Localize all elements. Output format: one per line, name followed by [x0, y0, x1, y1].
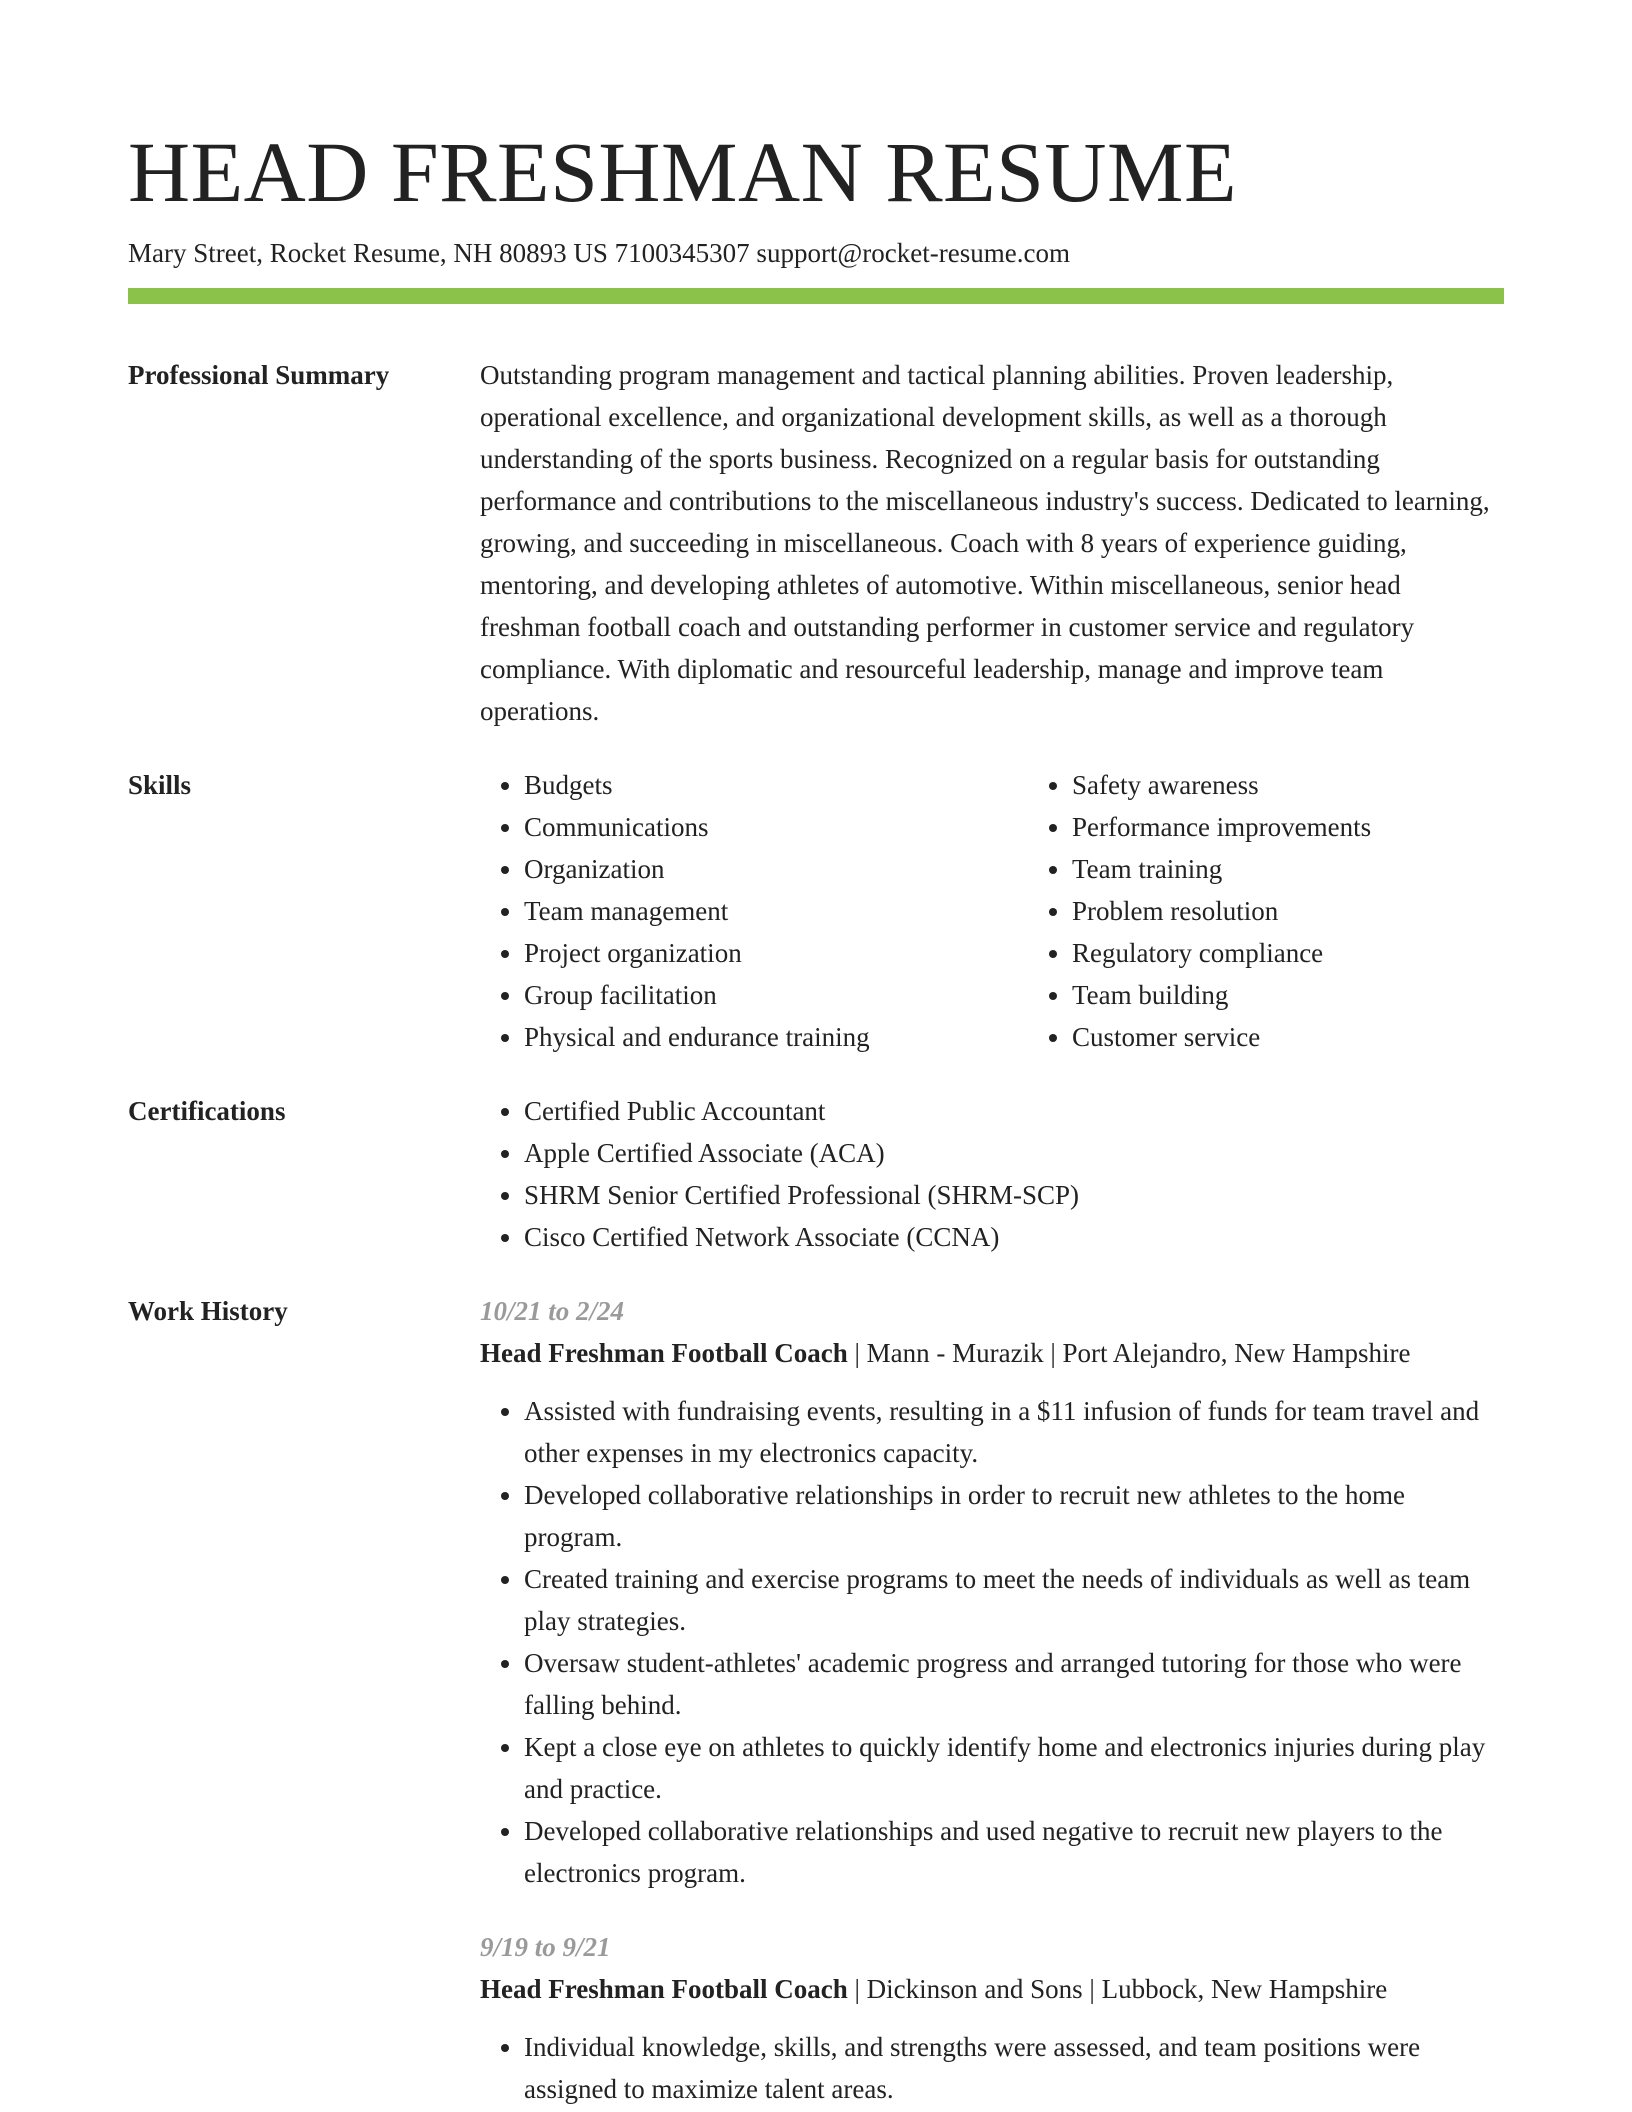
- job-details: | Dickinson and Sons | Lubbock, New Hampshire: [847, 1974, 1388, 2004]
- skill-item: • Group facilitation: [524, 974, 1028, 1016]
- skill-item: • Physical and endurance training: [524, 1016, 1028, 1058]
- skills-section: [128, 764, 1504, 1058]
- job-title: Head Freshman Football Coach: [480, 1974, 848, 2004]
- resume-page: [128, 0, 1504, 2110]
- skill-item: • Team management: [524, 890, 1028, 932]
- job-details: | Mann - Murazik | Port Alejandro, New Hampshire: [847, 1338, 1411, 1368]
- skill-item: • Project organization: [524, 932, 1028, 974]
- job-bullet: • Developed collaborative relationships and used negative to recruit new players to the electronics program.: [524, 1810, 1504, 1894]
- job-entry: [480, 1290, 1504, 1894]
- job-heading: [480, 1332, 1504, 1374]
- certifications-list: [480, 1090, 1504, 1258]
- skill-item: • Safety awareness: [1072, 764, 1576, 806]
- job-bullet: • Individual knowledge, skills, and strengths were assessed, and team positions were assigned to maximize talent areas.: [524, 2026, 1504, 2110]
- skill-item: • Performance improvements: [1072, 806, 1576, 848]
- job-heading: [480, 1968, 1504, 2010]
- skill-item: • Regulatory compliance: [1072, 932, 1576, 974]
- professional-summary-section: [128, 354, 1504, 732]
- section-label: Work History: [128, 1296, 288, 1326]
- skill-item: • Customer service: [1072, 1016, 1576, 1058]
- skill-item: • Team building: [1072, 974, 1576, 1016]
- job-dates: 9/19 to 9/21: [480, 1932, 611, 1962]
- certifications-body: [480, 1090, 1504, 1258]
- work-history-section: [128, 1290, 1504, 2110]
- certification-item: • Apple Certified Associate (ACA): [524, 1132, 1504, 1174]
- work-history-body: [480, 1290, 1504, 2110]
- section-label: Certifications: [128, 1096, 286, 1126]
- skills-list-left: [480, 764, 1028, 1058]
- job-bullet: • Assisted with fundraising events, resulting in a $11 infusion of funds for team travel and other expenses in my electronics capacity.: [524, 1390, 1504, 1474]
- accent-divider: [128, 288, 1504, 304]
- certification-item: • Certified Public Accountant: [524, 1090, 1504, 1132]
- skill-item: • Budgets: [524, 764, 1028, 806]
- job-bullet: • Created training and exercise programs to meet the needs of individuals as well as team play strategies.: [524, 1558, 1504, 1642]
- certification-item: • SHRM Senior Certified Professional (SHRM-SCP): [524, 1174, 1504, 1216]
- job-dates: 10/21 to 2/24: [480, 1296, 625, 1326]
- resume-title: HEAD FRESHMAN RESUME: [128, 124, 1238, 220]
- certification-item: • Cisco Certified Network Associate (CCNA): [524, 1216, 1504, 1258]
- skills-list-right: [1028, 764, 1576, 1058]
- job-title: Head Freshman Football Coach: [480, 1338, 848, 1368]
- section-label: Professional Summary: [128, 360, 390, 390]
- job-bullets: [480, 2026, 1504, 2110]
- section-label: Skills: [128, 770, 192, 800]
- skills-columns: [480, 764, 1576, 1058]
- job-entry: [480, 1926, 1504, 2110]
- summary-text: Outstanding program management and tactical planning abilities. Proven leadership, operational excellence, and organizational development skills, as well as a thorough understanding of the sports business. Recognized on a regular basis for outstanding performance and contributions to the miscellaneous industry's success. Dedicated to learning, growing, and succeeding in miscellaneous. Coach with 8 years of experience guiding, mentoring, and developing athletes of automotive. Within miscellaneous, senior head freshman football coach and outstanding performer in customer service and regulatory compliance. With diplomatic and resourceful leadership, manage and improve team operations.: [480, 360, 1490, 726]
- skill-item: • Communications: [524, 806, 1028, 848]
- contact-line: Mary Street, Rocket Resume, NH 80893 US 7100345307 support@rocket-resume.com: [128, 238, 1070, 268]
- skill-item: • Organization: [524, 848, 1028, 890]
- skill-item: • Team training: [1072, 848, 1576, 890]
- job-bullet: • Kept a close eye on athletes to quickly identify home and electronics injuries during play and practice.: [524, 1726, 1504, 1810]
- skill-item: • Problem resolution: [1072, 890, 1576, 932]
- job-bullets: [480, 1390, 1504, 1894]
- certifications-section: [128, 1090, 1504, 1258]
- job-bullet: • Developed collaborative relationships in order to recruit new athletes to the home program.: [524, 1474, 1504, 1558]
- job-bullet: • Oversaw student-athletes' academic progress and arranged tutoring for those who were falling behind.: [524, 1642, 1504, 1726]
